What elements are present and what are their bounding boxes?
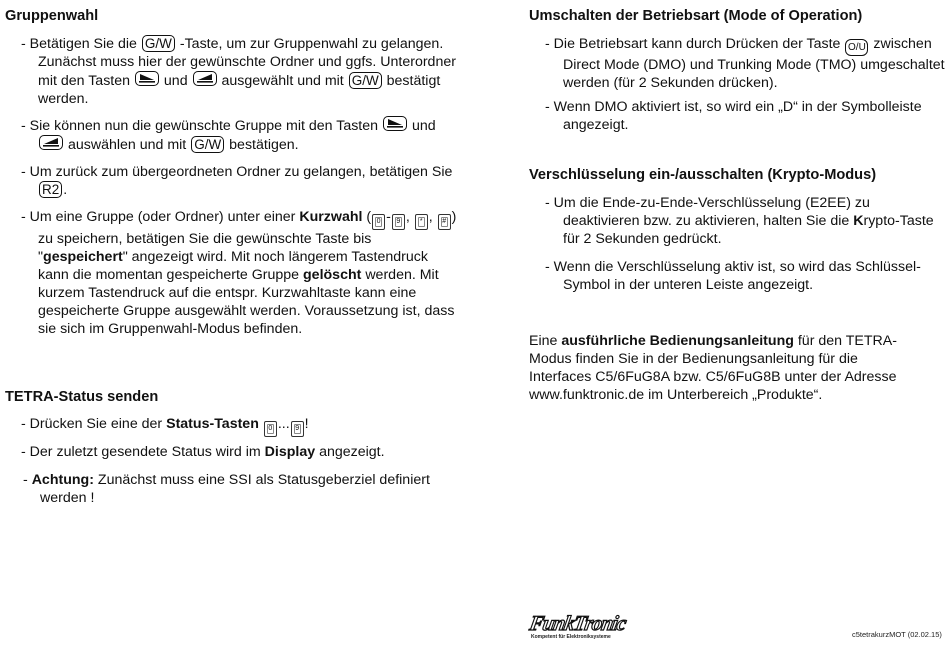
gruppenwahl-item-2: - Sie können nun die gewünschte Gruppe mit den Tasten und auswählen und mit G/W bestätigen. bbox=[21, 118, 436, 153]
scroll-right-key-icon bbox=[383, 116, 407, 131]
key-9-icon: 9 bbox=[392, 214, 405, 230]
key-9-icon: 9 bbox=[291, 421, 304, 437]
mode-key-icon: O/U bbox=[845, 39, 868, 56]
tetra-item-1: - Drücken Sie eine der Status-Tasten 0 ... 9 ! bbox=[5, 415, 458, 437]
logo-text: FunkTronic bbox=[527, 611, 628, 635]
kurzwahl-bold: Kurzwahl bbox=[299, 209, 363, 225]
gespeichert-bold: gespeichert bbox=[43, 249, 123, 265]
scroll-right-key-icon bbox=[135, 71, 159, 86]
manual-paragraph: Eine ausführliche Bedienungsanleitung für den TETRA-Modus finden Sie in der Bedienungsanleitung für die Interfaces C5/6FuG8A bzw. C5/6FuG8B unter der Adresse www.funktronic.de im Unterbereich „Produkte“. bbox=[529, 333, 897, 403]
key-0-icon: 0 bbox=[264, 421, 277, 437]
r2-key-icon: R2 bbox=[39, 181, 62, 198]
gruppenwahl-item-1: - Betätigen Sie die G/W -Taste, um zur Gruppenwahl zu gelangen. Zunächst muss hier der gewünschte Ordner und ggfs. Unterordner mit den Tasten und ausgewählt und mit G/W bestätigt werden. bbox=[21, 36, 456, 107]
tetra-item-3: - Achtung: Zunächst muss eine SSI als Statusgeberziel definiert werden ! bbox=[23, 472, 430, 506]
gruppenwahl-heading: Gruppenwahl bbox=[5, 8, 99, 24]
tetra-status-heading: TETRA-Status senden bbox=[5, 389, 159, 405]
key-hash-icon: # bbox=[438, 214, 451, 230]
funktronic-logo bbox=[527, 611, 628, 642]
crypto-item-1: - Um die Ende-zu-Ende-Verschlüsselung (E2EE) zu deaktivieren bzw. zu aktivieren, halten Sie die Krypto-Taste für 2 Sekunden gedrückt. bbox=[545, 195, 934, 247]
scroll-left-key-icon bbox=[193, 71, 217, 86]
scroll-left-key-icon bbox=[39, 135, 63, 150]
geloescht-bold: gelöscht bbox=[303, 267, 362, 283]
crypto-item-2: - Wenn die Verschlüsselung aktiv ist, so wird das Schlüssel-Symbol in der unteren Leiste angezeigt. bbox=[545, 259, 921, 293]
key-0-icon: 0 bbox=[372, 214, 385, 230]
mode-item-2: - Wenn DMO aktiviert ist, so wird ein „D“ in der Symbolleiste angezeigt. bbox=[545, 99, 922, 133]
document-id: c5tetrakurzMOT (02.02.15) bbox=[852, 630, 942, 639]
gruppenwahl-item-3: - Um zurück zum übergeordneten Ordner zu gelangen, betätigen Sie R2 . bbox=[21, 164, 453, 198]
crypto-heading: Verschlüsselung ein-/ausschalten (Krypto-Modus) bbox=[529, 167, 877, 183]
gw-key-icon: G/W bbox=[142, 35, 175, 52]
key-star-icon: * bbox=[415, 214, 428, 230]
mode-heading: Umschalten der Betriebsart (Mode of Operation) bbox=[529, 8, 863, 24]
gw-key-icon: G/W bbox=[191, 136, 224, 153]
tetra-item-2: - Der zuletzt gesendete Status wird im Display angezeigt. bbox=[21, 444, 385, 460]
mode-item-1: - Die Betriebsart kann durch Drücken der Taste O/U zwischen Direct Mode (DMO) und Trunking Mode (TMO) umgeschaltet werden (für 2 Sekunden drücken). bbox=[545, 36, 945, 91]
logo-tagline: Kompetent für Elektroniksysteme bbox=[531, 634, 611, 640]
gw-key-icon: G/W bbox=[349, 72, 382, 89]
gruppenwahl-item-4: - Um eine Gruppe (oder Ordner) unter einer Kurzwahl ( 0 - 9 , * , # ) zu speichern, betätigen Sie die gewünschte Taste bis "gespeichert" angezeigt wird. Mit noch längerem Tastendruck kann die momentan gespeicherte Gruppe gelöscht werden. Mit kurzem Tastendruck auf die entspr. Kurzwahltaste kann eine gespeicherte Gruppe ausgewählt werden. Voraussetzung ist, dass sie sich im Gruppenwahl-Modus befinden. bbox=[21, 209, 457, 337]
